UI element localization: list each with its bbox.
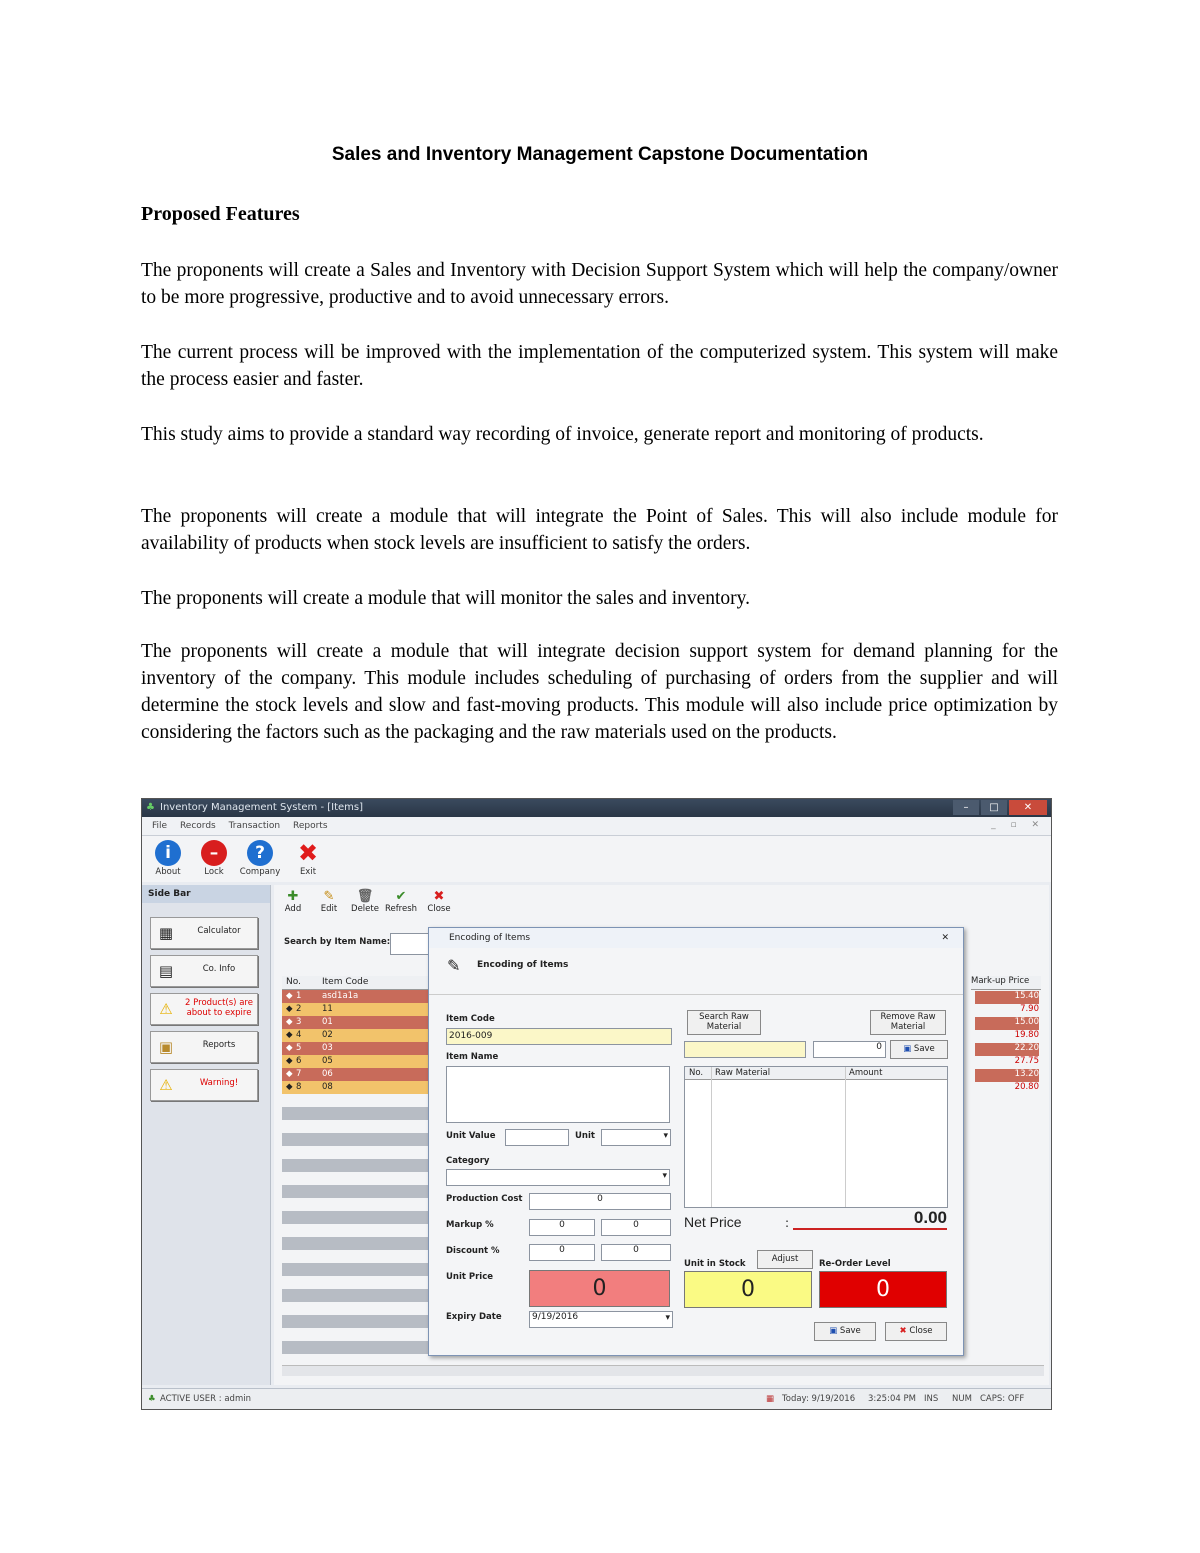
help-icon: ?: [247, 840, 273, 866]
dialog-title: Encoding of Items: [449, 933, 531, 943]
status-caps: CAPS: OFF: [980, 1394, 1025, 1404]
check-icon: ✔: [395, 889, 407, 904]
search-raw-material-button[interactable]: Search Raw Material: [687, 1010, 761, 1035]
unit-value-field[interactable]: [505, 1129, 569, 1146]
warning-icon: ⚠: [159, 1076, 173, 1094]
markup-amount-field[interactable]: 0: [601, 1219, 671, 1236]
raw-material-field[interactable]: [684, 1041, 806, 1058]
paragraph: The proponents will create a module that will integrate the Point of Sales. This will also include module for availability of products when stock levels are insufficient to satisfy the orders.: [141, 506, 1058, 554]
no-entry-icon: –: [201, 840, 227, 866]
exit-label: Exit: [299, 867, 317, 877]
chevron-down-icon: ▾: [663, 1131, 668, 1141]
markup-label: Markup %: [446, 1220, 494, 1230]
company-button[interactable]: [238, 839, 282, 879]
raw-save-button[interactable]: ▣ Save: [890, 1040, 948, 1059]
pencil-icon: ✎: [323, 889, 335, 904]
price-cell: 13.20: [975, 1069, 1039, 1082]
id-card-icon: ▤: [158, 962, 174, 980]
unit-value-label: Unit Value: [446, 1131, 496, 1141]
table-row[interactable]: ◆ 7 06: [282, 1068, 572, 1081]
discount-field[interactable]: 0: [529, 1244, 595, 1261]
search-label: Search by Item Name:: [284, 937, 391, 947]
discount-amount-field[interactable]: 0: [601, 1244, 671, 1261]
status-time: 3:25:04 PM: [868, 1394, 916, 1404]
floppy-icon: ▣: [829, 1326, 838, 1336]
sidebar: [142, 885, 271, 1385]
col-amount: Amount: [849, 1068, 883, 1078]
paragraph: The proponents will create a module that will monitor the sales and inventory.: [141, 588, 751, 609]
user-icon: ♣: [148, 1394, 156, 1404]
lock-button[interactable]: [192, 839, 236, 879]
table-row[interactable]: ◆ 8 08: [282, 1081, 572, 1094]
paragraph: The current process will be improved with the implementation of the computerized system. This system will make the process easier and faster.: [141, 342, 1058, 390]
app-screenshot: [141, 798, 1052, 1410]
production-cost-field[interactable]: 0: [529, 1193, 671, 1210]
sidebar-item-calculator[interactable]: [150, 917, 258, 949]
col-raw-material: Raw Material: [715, 1068, 771, 1078]
info-icon: i: [155, 840, 181, 866]
minimize-button[interactable]: –: [953, 800, 979, 815]
delete-button[interactable]: 🗑 Delete: [348, 889, 382, 914]
price-cell: 19.80: [1014, 1030, 1039, 1040]
raw-material-table: [684, 1066, 948, 1208]
save-button[interactable]: ▣ Save: [814, 1322, 876, 1341]
unit-in-stock-label: Unit in Stock: [684, 1259, 746, 1269]
unit-label: Unit: [575, 1131, 595, 1141]
item-code-field[interactable]: 2016-009: [446, 1028, 672, 1045]
floppy-icon: ▣: [903, 1044, 912, 1054]
sidebar-item-label: Reports: [202, 1040, 236, 1050]
net-price-colon: :: [785, 1216, 790, 1230]
menu-bar: [142, 817, 1051, 836]
price-cell: 15.00: [975, 1017, 1039, 1030]
plus-icon: ✚: [287, 889, 299, 904]
maximize-button[interactable]: □: [981, 800, 1007, 815]
price-cell: 27.75: [1014, 1056, 1039, 1066]
table-row[interactable]: ◆ 3 01: [282, 1016, 572, 1029]
search-input[interactable]: [390, 933, 432, 955]
paragraph: The proponents will create a Sales and Inventory with Decision Support System which will help the company/owner to be more progressive, productive and to avoid unnecessary errors.: [141, 260, 1058, 308]
sidebar-item-label: Calculator: [197, 926, 241, 936]
trash-icon: 🗑: [356, 889, 374, 904]
sidebar-item-warning[interactable]: [150, 1069, 258, 1101]
unit-in-stock-value: 0: [684, 1271, 812, 1308]
paragraph: This study aims to provide a standard way recording of invoice, generate report and monitoring of products.: [141, 424, 984, 445]
sidebar-item-expiry-warning[interactable]: [150, 993, 258, 1025]
raw-qty-field[interactable]: 0: [813, 1041, 886, 1058]
table-row[interactable]: ◆ 5 03: [282, 1042, 572, 1055]
menu-records[interactable]: Records: [179, 821, 216, 831]
menu-transaction[interactable]: Transaction: [228, 821, 281, 831]
window-title: Inventory Management System - [Items]: [160, 802, 364, 813]
close-window-button[interactable]: ✕: [1009, 800, 1047, 815]
close-items-button[interactable]: ✖ Close: [422, 889, 456, 914]
main-toolbar: [142, 836, 1051, 882]
status-user: ACTIVE USER : admin: [160, 1394, 251, 1404]
notepad-icon: ✎: [447, 956, 461, 975]
col-no: No.: [286, 977, 301, 987]
dialog-close-icon[interactable]: ✕: [941, 933, 949, 943]
remove-raw-material-button[interactable]: Remove Raw Material: [870, 1010, 946, 1035]
unit-price-value: 0: [529, 1270, 670, 1307]
table-row[interactable]: ◆ 6 05: [282, 1055, 572, 1068]
net-price-value: 0.00: [793, 1208, 947, 1230]
markup-field[interactable]: 0: [529, 1219, 595, 1236]
window-titlebar: [142, 799, 1051, 817]
item-name-field[interactable]: [446, 1066, 670, 1123]
reorder-level-label: Re-Order Level: [819, 1259, 891, 1269]
company-label: Company: [239, 867, 281, 877]
menu-reports[interactable]: Reports: [292, 821, 328, 831]
expiry-date-label: Expiry Date: [446, 1312, 502, 1322]
edit-button[interactable]: ✎ Edit: [312, 889, 346, 914]
status-num: NUM: [952, 1394, 972, 1404]
dialog-titlebar: [429, 928, 963, 948]
discount-label: Discount %: [446, 1246, 500, 1256]
sidebar-item-label: Warning!: [199, 1078, 239, 1088]
paragraph: The proponents will create a module that will integrate decision support system for demand planning for the inventory of the company. This module includes scheduling of purchasing of orders from the supplier and will determine the stock levels and slow and fast-moving products. This module will also include price optimization by considering the factors such as the packaging and the raw materials used on the products.: [141, 641, 1058, 743]
lock-label: Lock: [204, 867, 224, 877]
price-cell: 15.40: [975, 991, 1039, 1004]
sidebar-item-label: Co. Info: [202, 964, 236, 974]
unit-price-label: Unit Price: [446, 1272, 494, 1282]
chevron-down-icon: ▾: [665, 1313, 670, 1323]
adjust-button[interactable]: Adjust: [757, 1250, 813, 1269]
section-heading: Proposed Features: [141, 203, 300, 225]
category-label: Category: [446, 1156, 490, 1166]
menu-file[interactable]: File: [152, 821, 168, 831]
sidebar-item-co-info[interactable]: [150, 955, 258, 987]
x-icon: ✖: [899, 1326, 907, 1336]
calendar-icon: ▦: [766, 1394, 775, 1404]
report-icon: ▣: [158, 1038, 174, 1056]
col-markup-price: Mark-up Price: [971, 976, 1041, 990]
category-select[interactable]: [446, 1169, 670, 1186]
production-cost-label: Production Cost: [446, 1194, 523, 1204]
horizontal-scrollbar[interactable]: [282, 1365, 1044, 1376]
table-row[interactable]: ◆ 2 11: [282, 1003, 572, 1016]
status-ins: INS: [924, 1394, 939, 1404]
col-no: No.: [689, 1068, 704, 1078]
status-date: Today: 9/19/2016: [782, 1394, 856, 1404]
unit-select[interactable]: [601, 1129, 671, 1146]
sidebar-header: Side Bar: [142, 885, 270, 903]
table-row[interactable]: ◆ 4 02: [282, 1029, 572, 1042]
mdi-controls[interactable]: _ ▫ ✕: [991, 820, 1045, 830]
sidebar-item-reports[interactable]: [150, 1031, 258, 1063]
add-button[interactable]: ✚ Add: [276, 889, 310, 914]
warning-icon: ⚠: [159, 1000, 173, 1018]
item-name-label: Item Name: [446, 1052, 499, 1062]
close-button[interactable]: ✖ Close: [885, 1322, 947, 1341]
refresh-button[interactable]: ✔ Refresh: [384, 889, 418, 914]
x-icon: ✖: [297, 839, 319, 867]
encoding-dialog: [428, 927, 964, 1356]
app-icon: ♣: [146, 802, 155, 813]
sidebar-item-label: 2 Product(s) are about to expire: [185, 998, 253, 1018]
chevron-down-icon: ▾: [662, 1171, 667, 1181]
dialog-heading: Encoding of Items: [477, 960, 569, 970]
expiry-date-picker[interactable]: 9/19/2016 ▾: [529, 1311, 673, 1328]
x-icon: ✖: [433, 889, 445, 904]
col-item-code: Item Code: [322, 977, 369, 987]
price-cell: 20.80: [1014, 1082, 1039, 1092]
reorder-level-value: 0: [819, 1271, 947, 1308]
about-label: About: [155, 867, 181, 877]
item-code-label: Item Code: [446, 1014, 495, 1024]
price-cell: 7.90: [1020, 1004, 1039, 1014]
document-title: Sales and Inventory Management Capstone Documentation: [331, 144, 869, 165]
net-price-label: Net Price: [684, 1214, 742, 1230]
exit-button[interactable]: [286, 839, 330, 879]
price-cell: 22.20: [975, 1043, 1039, 1056]
table-row[interactable]: ◆ 1 asd1a1a: [282, 990, 572, 1003]
status-bar: [142, 1388, 1051, 1409]
calculator-icon: ▦: [158, 924, 174, 942]
about-button[interactable]: [146, 839, 190, 879]
